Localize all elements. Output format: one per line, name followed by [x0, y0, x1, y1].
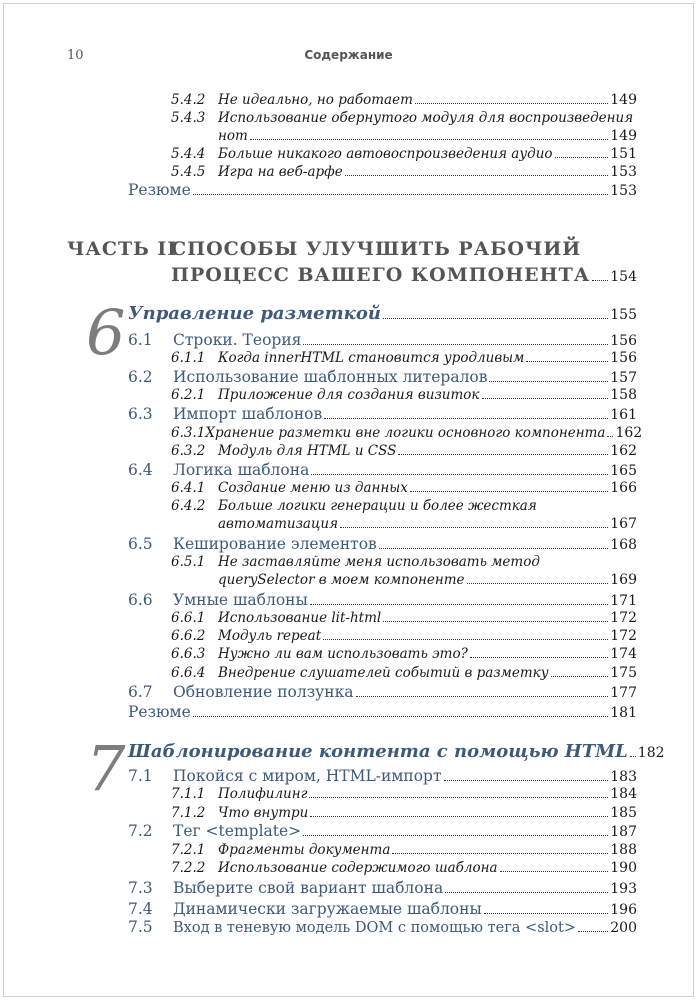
page-ref: 172: [610, 628, 637, 644]
toc-entry-6-5[interactable]: [128, 535, 637, 553]
toc-entry-6-3[interactable]: [128, 405, 637, 423]
toc-entry-6-7[interactable]: [128, 683, 637, 701]
part-title-line2: ПРОЦЕСС ВАШЕГО КОМПОНЕНТА: [171, 264, 591, 286]
page-ref: 182: [637, 745, 665, 761]
section-title: Больше логики генерации и более жесткая: [218, 498, 537, 514]
section-title: Обновление ползунка: [173, 683, 354, 701]
toc-entry-6-6-4[interactable]: [171, 665, 637, 681]
page-ref: 181: [610, 705, 637, 721]
section-number: 6.3: [128, 405, 153, 423]
leader-dots: [484, 913, 608, 914]
leader-dots: [250, 139, 608, 140]
section-title: Импорт шаблонов: [173, 405, 323, 423]
leader-dots: [324, 418, 608, 419]
section-title-cont: автоматизация: [218, 516, 339, 532]
section-number: 6.1.1: [171, 350, 206, 366]
section-number: 6.4.2: [171, 498, 206, 514]
toc-entry-6-6-1[interactable]: [171, 610, 637, 626]
toc-entry-6-3-2[interactable]: [171, 443, 637, 459]
toc-entry-7-1-2[interactable]: [171, 805, 637, 821]
page-ref: 187: [610, 824, 637, 840]
toc-entry-6-6[interactable]: [128, 591, 637, 609]
section-title: Тег <template>: [173, 822, 302, 840]
leader-dots: [607, 436, 613, 437]
page-ref: 196: [610, 902, 637, 918]
part-label: ЧАСТЬ II: [67, 238, 178, 260]
toc-entry-5-4-5[interactable]: [171, 164, 637, 180]
leader-dots: [555, 157, 609, 158]
page-ref: 200: [610, 920, 637, 936]
page-ref: 177: [610, 685, 637, 701]
section-number: 6.3.1: [171, 425, 206, 441]
leader-dots: [410, 491, 608, 492]
section-title: Больше никакого автовоспроизведения аудио: [218, 146, 553, 162]
toc-entry-6-3-1[interactable]: [171, 425, 643, 441]
leader-dots: [470, 657, 608, 658]
page-ref: 166: [610, 480, 637, 496]
section-number: 6.5.1: [171, 554, 206, 570]
toc-entry-7-3[interactable]: [128, 879, 637, 897]
page-ref: 158: [610, 387, 637, 403]
leader-dots: [444, 780, 609, 781]
section-number: 6.6.2: [171, 628, 206, 644]
page-ref: 167: [610, 516, 637, 532]
toc-entry-7-2[interactable]: [128, 822, 637, 840]
leader-dots: [383, 318, 608, 319]
toc-entry-6-5-1-line2[interactable]: [218, 572, 637, 588]
leader-dots: [630, 756, 636, 757]
section-title: Динамически загружаемые шаблоны: [173, 900, 482, 918]
section-number: 6.3.2: [171, 443, 206, 459]
section-number: 7.2.1: [171, 842, 206, 858]
leader-dots: [467, 583, 609, 584]
section-title: Полифилинг: [218, 786, 308, 802]
section-number: 7.1.2: [171, 805, 206, 821]
toc-entry-5-4-3-line2[interactable]: [218, 128, 637, 144]
toc-entry-6-4-2-line1[interactable]: [171, 498, 537, 514]
page-ref: 184: [610, 786, 637, 802]
section-title: Использование обернутого модуля для воспроизведения: [218, 110, 634, 126]
leader-dots: [578, 931, 608, 932]
leader-dots: [303, 835, 608, 836]
section-number: 6.2.1: [171, 387, 206, 403]
leader-dots: [392, 853, 608, 854]
section-number: 5.4.2: [171, 92, 206, 108]
page-ref: 156: [610, 350, 637, 366]
leader-dots: [310, 604, 608, 605]
toc-entry-6-4[interactable]: [128, 461, 637, 479]
section-title: Модуль repeat: [218, 628, 322, 644]
page-ref: 153: [610, 183, 637, 199]
page-ref: 183: [610, 769, 637, 785]
toc-entry-5-4-2[interactable]: [171, 92, 637, 108]
leader-dots: [323, 639, 608, 640]
section-number: 7.2.2: [171, 860, 206, 876]
section-number: 6.5: [128, 535, 153, 553]
section-title: Хранение разметки вне логики основного компонента: [205, 425, 606, 441]
section-title: Выберите свой вариант шаблона: [173, 879, 444, 897]
page-ref: 162: [610, 443, 637, 459]
section-title: Игра на веб-арфе: [218, 164, 343, 180]
leader-dots: [340, 527, 608, 528]
section-title: Использование содержимого шаблона: [218, 860, 498, 876]
section-title: Нужно ли вам использовать это?: [218, 646, 468, 662]
toc-entry-6-6-3[interactable]: [171, 646, 637, 662]
section-number: 6.6.3: [171, 646, 206, 662]
section-number: 7.3: [128, 879, 153, 897]
chapter-number: 7: [86, 732, 126, 805]
section-title: Не заставляйте меня использовать метод: [218, 554, 540, 570]
toc-entry-7-1-1[interactable]: [171, 786, 637, 802]
section-title: Фрагменты документа: [218, 842, 391, 858]
section-title: Приложение для создания визиток: [218, 387, 480, 403]
toc-chapter-7[interactable]: [128, 741, 665, 762]
page-ref: 185: [610, 805, 637, 821]
toc-entry-5-4-4[interactable]: [171, 146, 637, 162]
section-title: Внедрение слушателей событий в разметку: [218, 665, 549, 681]
page-ref: 169: [610, 572, 637, 588]
section-title: Использование шаблонных литералов: [173, 368, 488, 386]
section-number: 6.1: [128, 331, 153, 349]
leader-dots: [345, 175, 609, 176]
section-number: 7.1.1: [171, 786, 206, 802]
page-ref: 193: [610, 881, 637, 897]
section-title: Когда innerHTML становится уродливым: [218, 350, 525, 366]
toc-entry-6-6-2[interactable]: [171, 628, 637, 644]
page-ref: 190: [610, 860, 637, 876]
page-ref: 153: [610, 164, 637, 180]
part-title-line1: СПОСОБЫ УЛУЧШИТЬ РАБОЧИЙ: [171, 238, 582, 260]
toc-entry-7-5[interactable]: [128, 918, 637, 936]
page-ref: 155: [610, 307, 637, 323]
section-title: Покойся с миром, HTML-импорт: [173, 767, 442, 785]
section-number: 6.4.1: [171, 480, 206, 496]
toc-entry-5-4-3-line1[interactable]: [171, 110, 633, 126]
leader-dots: [379, 548, 608, 549]
section-title: Строки. Теория: [173, 331, 302, 349]
running-title: Содержание: [304, 48, 393, 62]
toc-summary-ch6[interactable]: [128, 703, 637, 721]
toc-part-2[interactable]: [171, 264, 637, 286]
leader-dots: [311, 474, 608, 475]
toc-entry-7-1[interactable]: [128, 767, 637, 785]
leader-dots: [310, 816, 608, 817]
page-ref: 149: [610, 128, 637, 144]
leader-dots: [193, 194, 608, 195]
section-number: 7.5: [128, 918, 153, 936]
section-title: Что внутри: [218, 805, 309, 821]
toc-entry-6-5-1-line1[interactable]: [171, 554, 540, 570]
chapter-number: 6: [86, 296, 126, 369]
leader-dots: [489, 381, 608, 382]
section-number: 7.4: [128, 900, 153, 918]
leader-dots: [592, 280, 608, 281]
section-number: 5.4.4: [171, 146, 206, 162]
section-title: Вход в теневую модель DOM с помощью тега <slot>: [173, 920, 576, 936]
section-title: Умные шаблоны: [173, 591, 308, 609]
toc-entry-6-1-1[interactable]: [171, 350, 637, 366]
section-number: 6.2: [128, 368, 153, 386]
section-title: Логика шаблона: [173, 461, 310, 479]
leader-dots: [415, 103, 608, 104]
section-title: Резюме: [128, 703, 191, 721]
section-title: Кеширование элементов: [173, 535, 377, 553]
leader-dots: [526, 361, 608, 362]
page-ref: 165: [610, 463, 637, 479]
leader-dots: [500, 871, 609, 872]
section-number: 6.6: [128, 591, 153, 609]
page-ref: 162: [615, 425, 643, 441]
page-ref: 174: [610, 646, 637, 662]
section-title-cont: querySelector в моем компоненте: [218, 572, 465, 588]
toc-entry-6-2-1[interactable]: [171, 387, 637, 403]
page-ref: 172: [610, 610, 637, 626]
page-ref: 156: [610, 333, 637, 349]
leader-dots: [551, 676, 609, 677]
section-number: 5.4.5: [171, 164, 206, 180]
section-number: 6.7: [128, 683, 153, 701]
page-number: 10: [67, 48, 84, 63]
page-ref: 154: [610, 269, 637, 285]
section-number: 7.2: [128, 822, 153, 840]
toc-entry-7-2-1[interactable]: [171, 842, 637, 858]
toc-entry-6-4-2-line2[interactable]: [218, 516, 637, 532]
section-title: Модуль для HTML и CSS: [218, 443, 397, 459]
toc-entry-6-2[interactable]: [128, 368, 637, 386]
leader-dots: [383, 621, 608, 622]
leader-dots: [193, 716, 608, 717]
leader-dots: [303, 344, 608, 345]
page-ref: 157: [610, 370, 637, 386]
page-ref: 161: [610, 407, 637, 423]
toc-entry-6-4-1[interactable]: [171, 480, 637, 496]
page-ref: 175: [610, 665, 637, 681]
leader-dots: [356, 696, 609, 697]
section-title: Использование lit-html: [218, 610, 382, 626]
toc-summary-ch5[interactable]: [128, 181, 637, 199]
section-number: 6.6.1: [171, 610, 206, 626]
chapter-title: Управление разметкой: [128, 303, 381, 324]
leader-dots: [398, 454, 608, 455]
page-ref: 171: [610, 593, 637, 609]
chapter-title: Шаблонирование контента с помощью HTML: [128, 741, 628, 762]
leader-dots: [309, 797, 608, 798]
section-number: 7.1: [128, 767, 153, 785]
toc-entry-6-1[interactable]: [128, 331, 637, 349]
page-ref: 188: [610, 842, 637, 858]
section-title: Резюме: [128, 181, 191, 199]
section-title-cont: нот: [218, 128, 248, 144]
section-title: Создание меню из данных: [218, 480, 408, 496]
section-number: 6.6.4: [171, 665, 206, 681]
leader-dots: [445, 892, 608, 893]
leader-dots: [482, 398, 609, 399]
toc-chapter-6[interactable]: [128, 303, 637, 324]
page-ref: 149: [610, 92, 637, 108]
page-ref: 151: [610, 146, 637, 162]
page-ref: 168: [610, 537, 637, 553]
toc-entry-7-4[interactable]: [128, 900, 637, 918]
section-number: 5.4.3: [171, 110, 206, 126]
section-number: 6.4: [128, 461, 153, 479]
toc-entry-7-2-2[interactable]: [171, 860, 637, 876]
section-title: Не идеально, но работает: [218, 92, 413, 108]
